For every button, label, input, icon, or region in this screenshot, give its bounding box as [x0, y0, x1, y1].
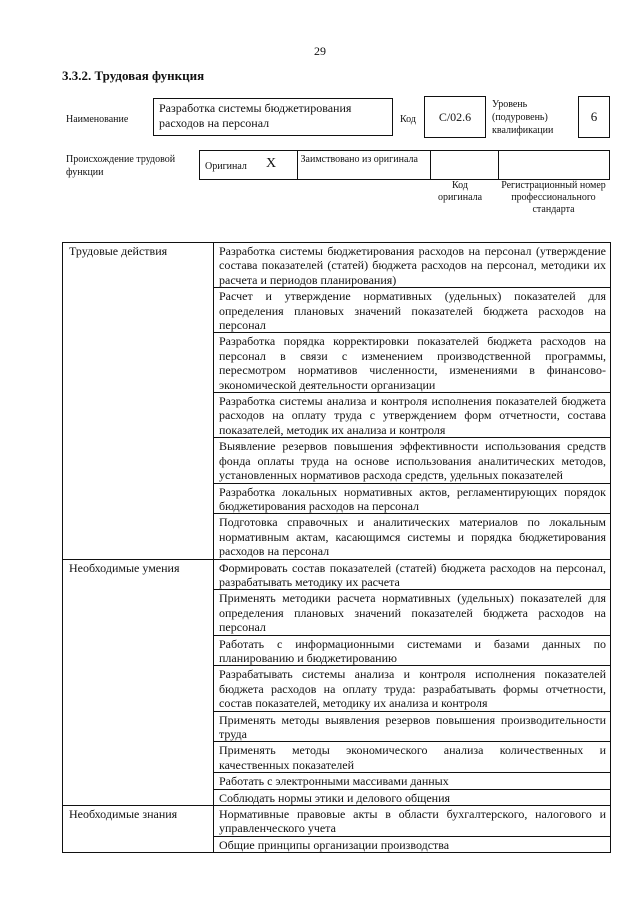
level-label: [492, 98, 553, 137]
original-code-cell: [431, 151, 499, 179]
level-label-line-3: квалификации: [492, 125, 554, 136]
list-item: Работать с информационными системами и базами данных по планированию и бюджетированию: [214, 636, 610, 667]
section-title-cell: Трудовые действия: [63, 243, 214, 560]
list-item: Разработка порядка корректировки показателей бюджета расходов на персонал в связи с изменением производственной программы, пересмотром нормативов численности, изменениями в финансово-экономической деятельности организации: [214, 333, 610, 393]
original-label: Оригинал: [205, 161, 247, 172]
name-value-box: Разработка системы бюджетирования расходов на персонал: [153, 98, 393, 136]
list-item: Разработка системы бюджетирования расходов на персонал (утверждение состава показателей (статей) бюджета расходов на персонал, методики их расчета и периодов планирования): [214, 243, 610, 288]
list-item: Разработка системы анализа и контроля исполнения показателей бюджета расходов на оплату труда с утверждением форм отчетности, состава показателей, методик их анализа и контроля: [214, 393, 610, 438]
list-item: Разрабатывать системы анализа и контроля исполнения показателей бюджета расходов на оплату труда: разрабатывать формы отчетности, состав показателей, методику их анализа и контроля: [214, 666, 610, 711]
section-title-cell: Необходимые знания: [63, 806, 214, 853]
section-items-cell: [214, 806, 611, 853]
original-code-caption: Код оригинала: [437, 180, 483, 203]
name-label: Наименование: [66, 114, 129, 125]
level-label-line-2: (подуровень): [492, 112, 548, 123]
original-cell: [200, 151, 298, 179]
list-item: Выявление резервов повышения эффективности использования средств фонда оплаты труда на основе использования аналитических методов, установленных нормативов расхода средств, удельных показателей: [214, 438, 610, 483]
list-item: Применять методы экономического анализа количественных и качественных показателей: [214, 742, 610, 773]
list-item: Общие принципы организации производства: [219, 837, 450, 852]
original-mark: X: [266, 156, 277, 171]
code-label: Код: [400, 114, 416, 125]
list-item: Соблюдать нормы этики и делового общения: [219, 790, 451, 805]
section-title-cell: Необходимые умения: [63, 559, 214, 806]
borrowed-cell: [298, 151, 431, 179]
page-number: 29: [314, 44, 326, 58]
list-item: Разработка локальных нормативных актов, регламентирующих порядок бюджетирования расходов на персонал: [214, 484, 610, 515]
level-value-box: 6: [578, 96, 610, 138]
list-item: Применять методы выявления резервов повышения производительности труда: [214, 712, 610, 743]
section-title: 3.3.2. Трудовая функция: [62, 68, 205, 83]
list-item: Подготовка справочных и аналитических материалов по локальным нормативным актам, касающимся системы и порядка бюджетирования расходов на персонал: [219, 515, 606, 559]
table-row: [63, 806, 611, 853]
list-item: Работать с электронными массивами данных: [214, 773, 610, 789]
list-item: Применять методики расчета нормативных (удельных) показателей для определения плановых значений показателей бюджета расходов на персонал: [214, 590, 610, 635]
registration-number-cell: [499, 151, 609, 179]
list-item: Формировать состав показателей (статей) бюджета расходов на персонал, разрабатывать методику их расчета: [214, 560, 610, 591]
list-item: Расчет и утверждение нормативных (удельных) показателей для определения плановых значений показателей бюджета расходов на персонал: [214, 288, 610, 333]
origin-row: [199, 150, 610, 180]
table-row: [63, 243, 611, 560]
code-value-box: C/02.6: [424, 96, 486, 138]
origin-label: Происхождение трудовой функции: [66, 154, 176, 178]
borrowed-label: Заимствовано из оригинала: [300, 154, 418, 165]
section-items-cell: [214, 559, 611, 806]
list-item: Нормативные правовые акты в области бухгалтерского, налогового и управленческого учета: [214, 806, 610, 837]
table-row: [63, 559, 611, 806]
level-label-line-1: Уровень: [492, 99, 528, 110]
function-table: [62, 242, 611, 853]
registration-number-caption: Регистрационный номер профессионального стандарта: [501, 180, 606, 215]
section-items-cell: [214, 243, 611, 560]
